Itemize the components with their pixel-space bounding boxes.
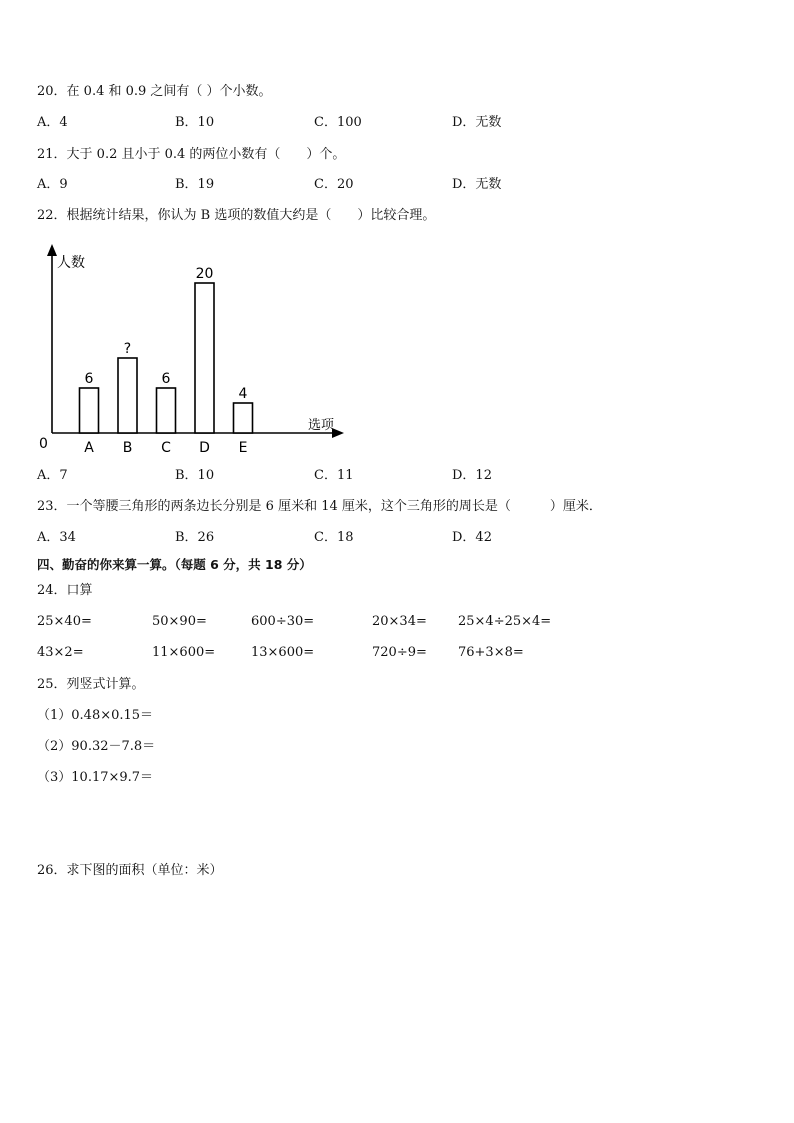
q23-option-d[interactable]: D．42: [452, 530, 492, 545]
bar-value-label: 4: [238, 386, 248, 402]
bar-B: [118, 358, 137, 433]
q24-item: 43×2=: [37, 645, 84, 660]
q24-item: 25×40=: [37, 614, 92, 629]
q21-option-b[interactable]: B．19: [175, 177, 215, 192]
bar-E: [234, 403, 253, 433]
x-axis-label: 选项: [308, 418, 335, 433]
q21-option-d[interactable]: D．无数: [452, 177, 502, 192]
q25-stem: 25．列竖式计算。: [37, 677, 145, 692]
bars-group: [80, 266, 253, 456]
category-label: E: [238, 440, 248, 456]
q24-item: 50×90=: [152, 614, 207, 629]
q21-options: [37, 177, 597, 193]
q25-item-3: （3）10.17×9.7＝: [37, 770, 154, 785]
bar-value-label: 20: [195, 266, 214, 282]
q25-item-2: （2）90.32－7.8＝: [37, 739, 156, 754]
bar-C: [157, 388, 176, 433]
q21-option-a[interactable]: A．9: [37, 177, 68, 192]
q23-option-a[interactable]: A．34: [37, 530, 76, 545]
q24-item: 600÷30=: [251, 614, 315, 629]
y-axis-arrow: [47, 244, 57, 256]
q22-options: [37, 468, 597, 484]
section4-heading: 四、勤奋的你来算一算。（每题 6 分，共 18 分）: [37, 557, 312, 572]
q20-option-d[interactable]: D．无数: [452, 115, 502, 130]
q20-option-c[interactable]: C．100: [314, 115, 362, 130]
q20-stem: 20．在 0.4 和 0.9 之间有（ ）个小数。: [37, 84, 272, 99]
q26-stem: 26．求下图的面积（单位：米）: [37, 863, 223, 878]
q24-row-1: [37, 614, 597, 630]
bar-value-label: 6: [161, 371, 171, 387]
q23-options: [37, 530, 597, 546]
q21-stem: 21．大于 0.2 且小于 0.4 的两位小数有（ ）个。: [37, 147, 346, 162]
category-label: A: [84, 440, 94, 456]
category-label: D: [199, 440, 210, 456]
q24-item: 20×34=: [372, 614, 427, 629]
q20-options: [37, 115, 597, 131]
q24-item: 13×600=: [251, 645, 315, 660]
q22-option-c[interactable]: C．11: [314, 468, 354, 483]
q20-option-b[interactable]: B．10: [175, 115, 215, 130]
q24-item: 11×600=: [152, 645, 216, 660]
q25-item-1: （1）0.48×0.15＝: [37, 708, 154, 723]
q24-item: 25×4÷25×4=: [458, 614, 552, 629]
y-axis-label: 人数: [57, 255, 85, 271]
bar-chart: [30, 240, 350, 460]
q24-item: 76+3×8=: [458, 645, 524, 660]
q24-row-2: [37, 645, 597, 661]
q22-option-a[interactable]: A．7: [37, 468, 68, 483]
bar-A: [80, 388, 99, 433]
q23-option-b[interactable]: B．26: [175, 530, 215, 545]
category-label: C: [161, 440, 171, 456]
q23-stem: 23．一个等腰三角形的两条边长分别是 6 厘米和 14 厘米，这个三角形的周长是（ ）厘米．: [37, 499, 602, 514]
q21-option-c[interactable]: C．20: [314, 177, 354, 192]
q23-option-c[interactable]: C．18: [314, 530, 354, 545]
bar-value-label: 6: [84, 371, 94, 387]
origin-label: 0: [39, 436, 48, 452]
q22-option-d[interactable]: D．12: [452, 468, 492, 483]
category-label: B: [122, 440, 133, 456]
q20-option-a[interactable]: A．4: [37, 115, 68, 130]
q22-option-b[interactable]: B．10: [175, 468, 215, 483]
q22-stem: 22．根据统计结果，你认为 B 选项的数值大约是（ ）比较合理。: [37, 208, 436, 223]
bar-D: [195, 283, 214, 433]
q24-stem: 24．口算: [37, 583, 93, 598]
bar-value-label: ?: [123, 341, 132, 357]
q24-item: 720÷9=: [372, 645, 427, 660]
